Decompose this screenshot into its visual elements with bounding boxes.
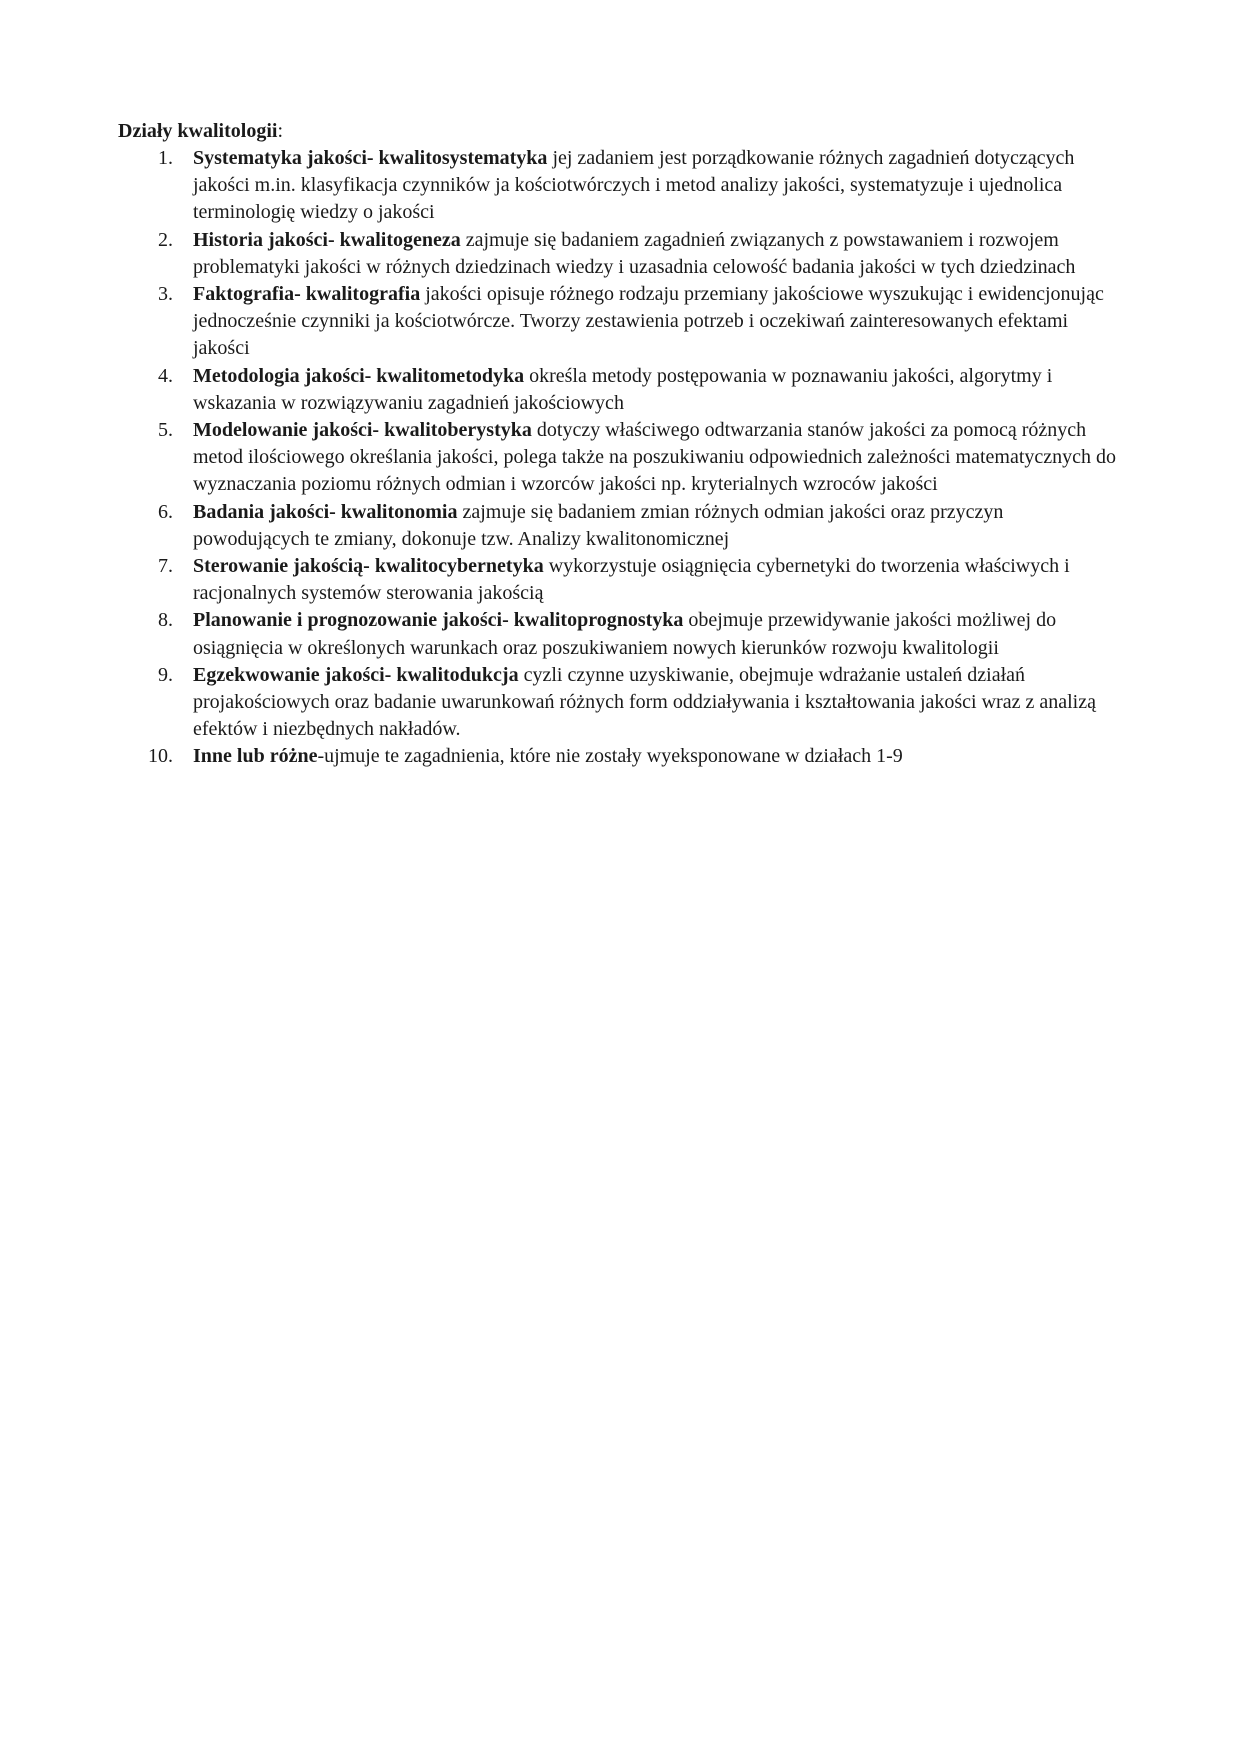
list-item-text: zajmuje się badaniem zagadnień związanych z powstawaniem i rozwojem problematyki jakości w różnych dziedzinach wiedzy i uzasadnia celowość badania jakości w tych dziedzinach [193,228,1076,278]
list-item-number: 7. [158,555,173,578]
list-item-term: Sterowanie jakością- kwalitocybernetyka [193,555,544,578]
kwalitology-sections-list [0,145,1240,771]
heading-bold-text: Działy kwalitologii [118,120,278,142]
list-item-number: 1. [158,147,173,169]
list-item-term: Inne lub różne [193,745,318,768]
list-item-term: Badania jakości- kwalitonomia [193,500,458,523]
heading-colon: : [277,120,284,142]
list-item-term: Metodologia jakości- kwalitometodyka [193,364,525,387]
list-item [0,499,1123,553]
list-item-number: 3. [158,283,173,306]
list-item-text: określa metody postępowania w poznawaniu jakości, algorytmy i wskazania w rozwiązywaniu zagadnień jakościowych [193,364,1053,414]
list-item-number: 9. [158,663,173,686]
list-item-text: wykorzystuje osiągnięcia cybernetyki do tworzenia właściwych i racjonalnych systemów sterowania jakością [193,555,1070,605]
list-item [0,227,1123,281]
list-item [0,363,1123,417]
list-item [0,743,1123,770]
document-heading [118,118,283,145]
list-item-term: Modelowanie jakości- kwalitoberystyka [193,419,532,442]
list-item-number: 10. [148,745,173,768]
list-item [0,145,1123,227]
list-item-term: Planowanie i prognozowanie jakości- kwalitoprognostyka [193,609,684,632]
list-item-text: jakości opisuje różnego rodzaju przemiany jakościowe wyszukując i ewidencjonując jednocześnie czynniki ja kościotwórcze. Tworzy zestawienia potrzeb i oczekiwań zainteresowanych efektami jakości [193,283,1104,360]
list-item [0,417,1123,499]
list-item-text: jej zadaniem jest porządkowanie różnych zagadnień dotyczących jakości m.in. klasyfikacja czynników ja kościotwórczych i metod analizy jakości, systematyzuje i ujednolica terminologię wiedzy o jakości [193,147,1075,224]
list-item-number: 4. [158,364,173,387]
list-item-term: Systematyka jakości- kwalitosystematyka [193,147,548,169]
list-item [0,281,1123,363]
list-item-text: zajmuje się badaniem zmian różnych odmian jakości oraz przyczyn powodujących te zmiany, dokonuje tzw. Analizy kwalitonomicznej [193,500,1004,550]
list-item-number: 6. [158,500,173,523]
list-item-term: Historia jakości- kwalitogeneza [193,228,461,251]
list-item-term: Egzekwowanie jakości- kwalitodukcja [193,663,519,686]
list-item-number: 2. [158,228,173,251]
list-item [0,662,1123,744]
list-item-text: -ujmuje te zagadnienia, które nie zostały wyeksponowane w działach 1-9 [317,745,903,768]
list-item-term: Faktografia- kwalitografia [193,283,421,306]
list-item-text: dotyczy właściwego odtwarzania stanów jakości za pomocą różnych metod ilościowego określania jakości, polega także na poszukiwaniu odpowiednich zależności matematycznych do wyznaczania poziomu różnych odmian i wzorców jakości np. kryterialnych wzroców jakości [193,419,1117,496]
list-item [0,553,1123,607]
list-item-text: cyzli czynne uzyskiwanie, obejmuje wdrażanie ustaleń działań projakościowych oraz badanie uwarunkowań różnych form oddziaływania i kształtowania jakości wraz z analizą efektów i niezbędnych nakładów. [193,663,1096,741]
list-item-text: obejmuje przewidywanie jakości możliwej do osiągnięcia w określonych warunkach oraz poszukiwaniem nowych kierunków rozwoju kwalitologii [193,609,1057,659]
list-item-number: 5. [158,419,173,442]
list-item-number: 8. [158,609,173,632]
list-item [0,607,1123,661]
